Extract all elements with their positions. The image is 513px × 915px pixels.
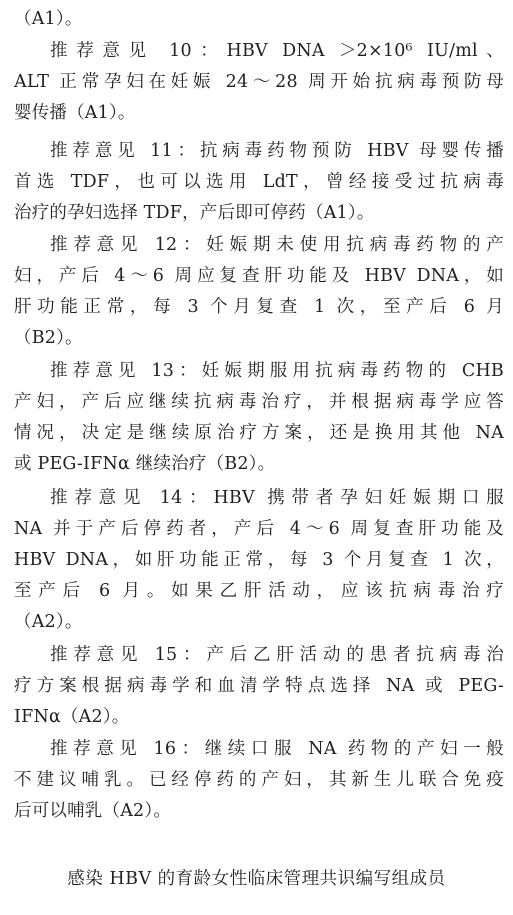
recommendation-10-line-3: 婴传播（A1）。 [14,103,136,123]
recommendation-16-line-3: 后可以哺乳（A2）。 [14,801,172,821]
recommendation-12-line-3: 肝功能正常，每 3 个月复查 1 次，至产后 6 月 [14,297,504,317]
recommendation-11-line-1: 推荐意见 11：抗病毒药物预防 HBV 母婴传播 [50,141,504,161]
recommendation-10-line-1: 推荐意见 10：HBV DNA ＞2×10⁶ IU/ml、 [50,41,504,61]
recommendation-14-line-2: NA 并于产后停药者，产后 4～6 周复查肝功能及 [14,519,504,539]
text-line: （A1）。 [14,9,83,29]
recommendation-12-line-4: （B2）。 [14,328,83,348]
recommendation-12-line-1: 推荐意见 12：妊娠期未使用抗病毒药物的产 [50,235,504,255]
recommendation-13-line-2: 产妇，产后应继续抗病毒治疗，并根据病毒学应答 [14,392,504,412]
recommendation-15-line-1: 推荐意见 15：产后乙肝活动的患者抗病毒治 [50,645,504,665]
recommendation-16-line-1: 推荐意见 16：继续口服 NA 药物的产妇一般 [50,739,504,759]
recommendation-15-line-3: IFNα（A2）。 [14,707,130,727]
recommendation-13-line-3: 情况，决定是继续原治疗方案，还是换用其他 NA [14,423,504,443]
recommendation-13-line-1: 推荐意见 13：妊娠期服用抗病毒药物的 CHB [50,361,504,381]
section-title: 感染 HBV 的育龄女性临床管理共识编写组成员 [67,869,446,889]
recommendation-13-line-4: 或 PEG-IFNα 继续治疗（B2）。 [14,454,276,474]
recommendation-14-line-1: 推荐意见 14：HBV 携带者孕妇妊娠期口服 [50,488,504,508]
recommendation-16-line-2: 不建议哺乳。已经停药的产妇，其新生儿联合免疫 [14,770,504,790]
recommendation-12-line-2: 妇，产后 4～6 周应复查肝功能及 HBV DNA，如 [14,266,504,286]
recommendation-14-line-5: （A2）。 [14,612,83,632]
recommendation-11-line-3: 治疗的孕妇选择 TDF，产后即可停药（A1）。 [14,203,375,223]
recommendation-14-line-3: HBV DNA，如肝功能正常，每 3 个月复查 1 次， [14,550,504,570]
recommendation-10-line-2: ALT 正常孕妇在妊娠 24～28 周开始抗病毒预防母 [14,72,504,92]
recommendation-15-line-2: 疗方案根据病毒学和血清学特点选择 NA 或 PEG- [14,676,504,696]
recommendation-14-line-4: 至产后 6 月。如果乙肝活动，应该抗病毒治疗 [14,581,504,601]
recommendation-11-line-2: 首选 TDF，也可以选用 LdT，曾经接受过抗病毒 [14,172,504,192]
